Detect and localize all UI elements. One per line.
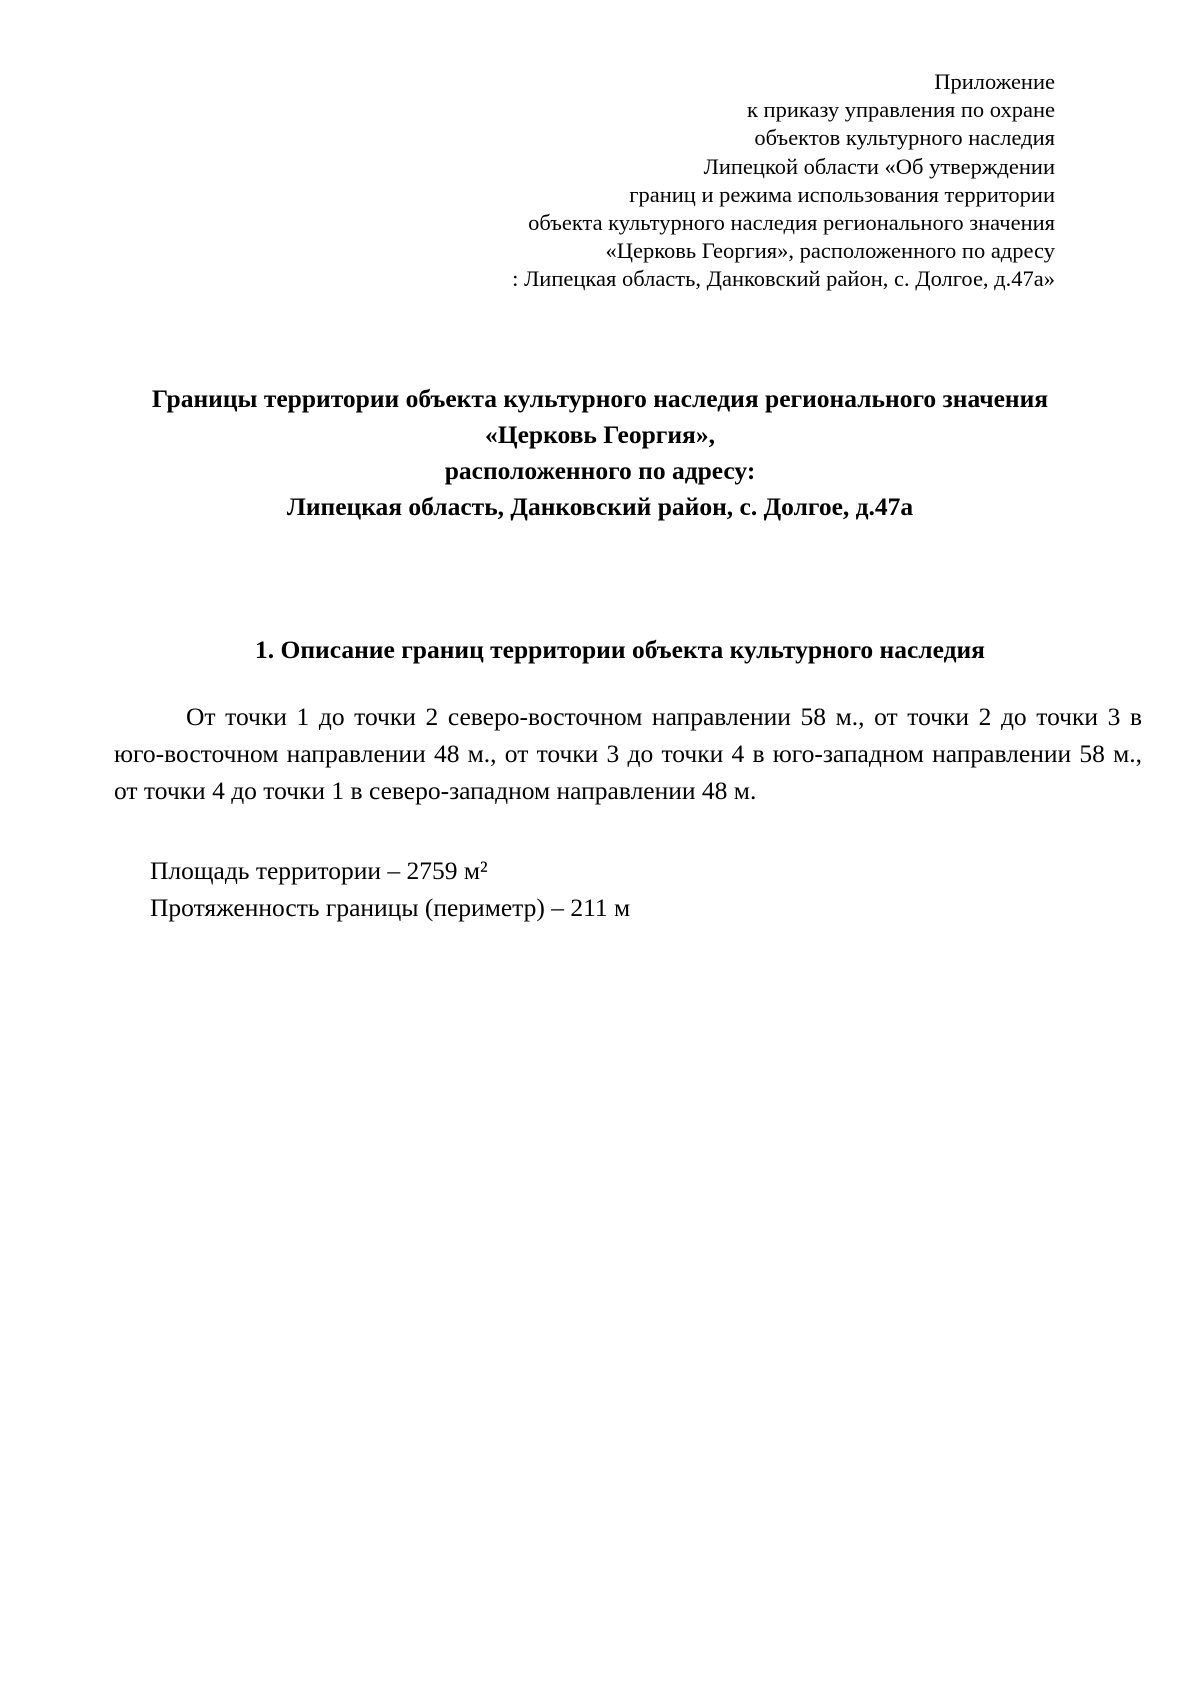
annex-line: границ и режима использования территории — [629, 181, 1055, 207]
document-title — [60, 381, 1140, 525]
annex-line: объекта культурного наследия регионального значения — [528, 210, 1055, 236]
annex-header — [415, 68, 1055, 294]
annex-line: к приказу управления по охране — [746, 97, 1055, 123]
annex-line: Липецкой области «Об утверждении — [703, 153, 1055, 179]
boundary-description: От точки 1 до точки 2 северо-восточном направлении 58 м., от точки 2 до точки 3 в юго-восточном направлении 48 м., от точки 3 до точки 4 в юго-западном направлении 58 м., от точки 4 до точки 1 в северо-западном направлении 48 м. — [114, 702, 1142, 805]
perimeter-value: Протяженность границы (периметр) – 211 м — [150, 893, 631, 922]
title-line: «Церковь Георгия», — [485, 420, 715, 449]
territory-summary — [150, 852, 630, 926]
annex-line: «Церковь Георгия», расположенного по адресу — [605, 238, 1055, 264]
title-line: расположенного по адресу: — [444, 456, 756, 485]
title-line: Границы территории объекта культурного наследия регионального значения — [151, 384, 1049, 413]
section-heading: 1. Описание границ территории объекта культурного наследия — [255, 635, 985, 664]
annex-line: объектов культурного наследия — [754, 125, 1055, 151]
area-value: Площадь территории – 2759 м² — [150, 856, 488, 885]
annex-line: : Липецкая область, Данковский район, с. Долгое, д.47а» — [512, 266, 1055, 292]
title-line: Липецкая область, Данковский район, с. Долгое, д.47а — [286, 492, 914, 521]
annex-line: Приложение — [934, 69, 1055, 94]
